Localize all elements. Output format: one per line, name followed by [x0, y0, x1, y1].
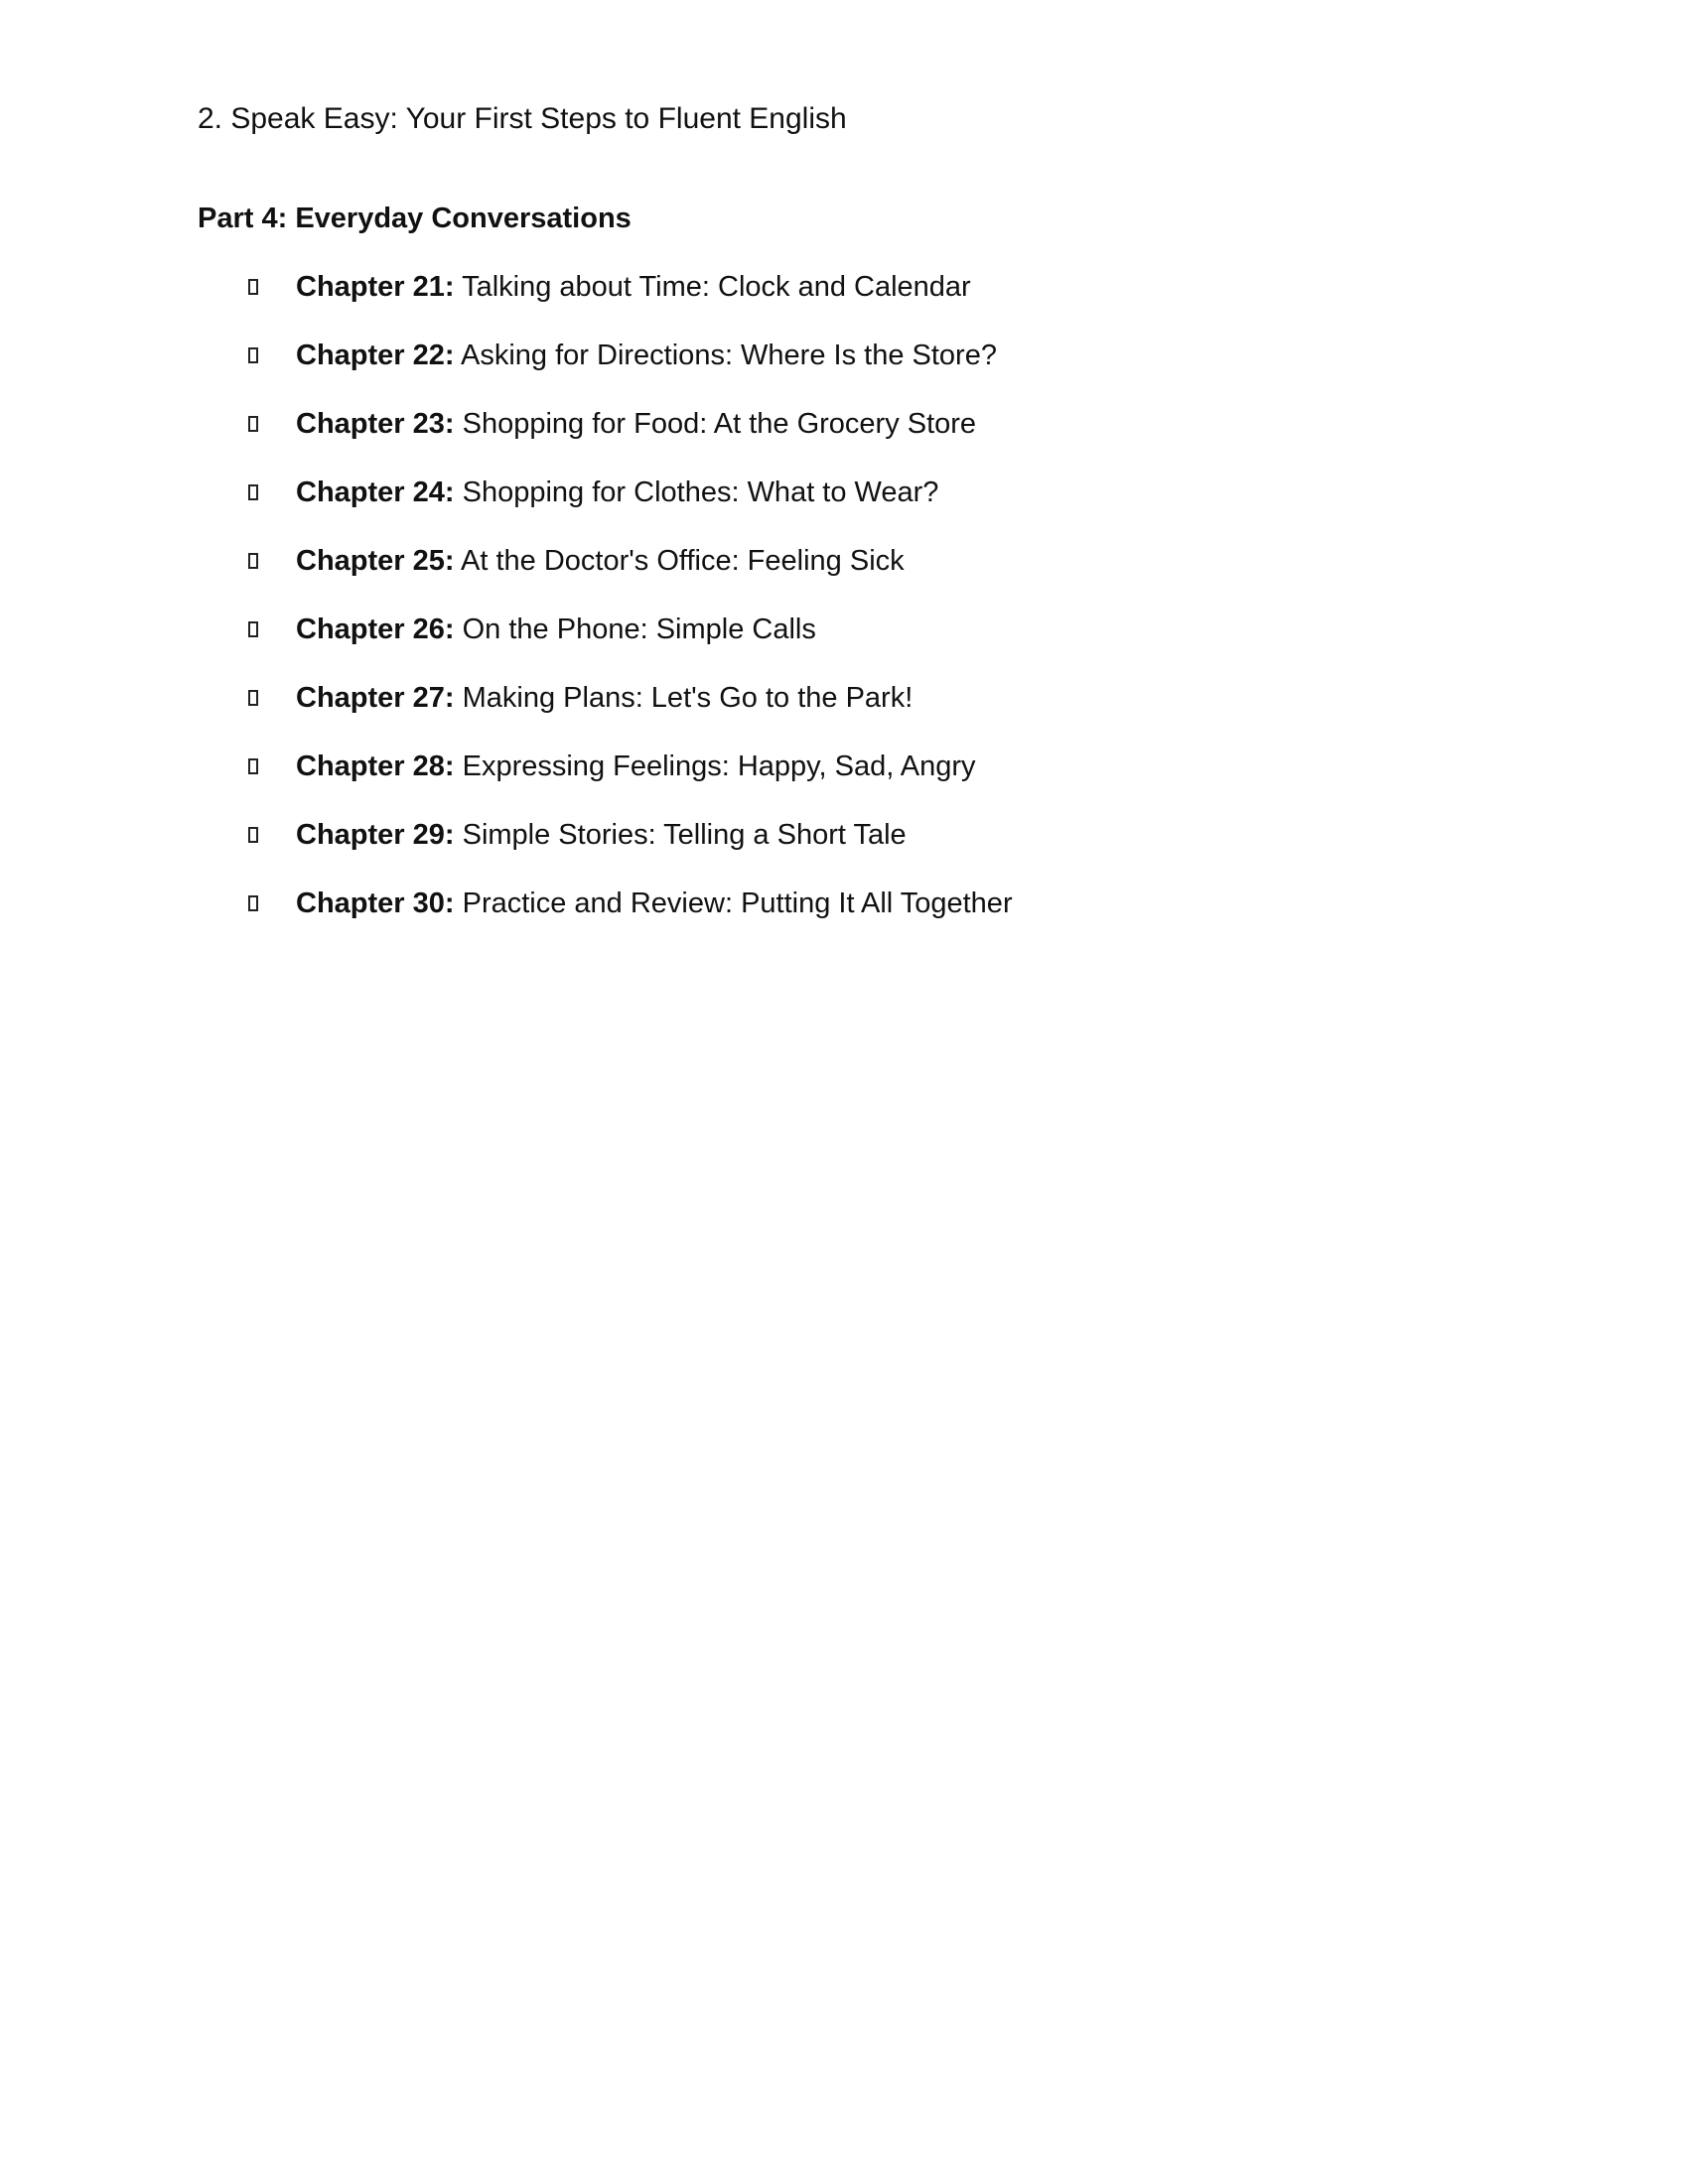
- chapter-label: Chapter 28:: [296, 751, 455, 782]
- chapter-entry: [296, 884, 1013, 923]
- list-item: [248, 747, 976, 786]
- chapter-label: Chapter 29:: [296, 819, 455, 851]
- chapter-title: Asking for Directions: Where Is the Store?: [461, 340, 997, 371]
- square-bullet-icon: [248, 279, 258, 295]
- chapter-entry: [296, 404, 976, 444]
- chapter-title: Expressing Feelings: Happy, Sad, Angry: [462, 751, 976, 782]
- chapter-entry: [296, 815, 907, 855]
- chapter-title: On the Phone: Simple Calls: [462, 614, 816, 645]
- chapter-label: Chapter 26:: [296, 614, 455, 645]
- chapter-label: Chapter 27:: [296, 682, 455, 714]
- chapter-entry: [296, 473, 938, 512]
- chapter-entry: [296, 541, 905, 581]
- chapter-title: Talking about Time: Clock and Calendar: [462, 271, 971, 303]
- chapter-title: At the Doctor's Office: Feeling Sick: [461, 545, 905, 577]
- chapter-entry: [296, 267, 971, 307]
- square-bullet-icon: [248, 827, 258, 843]
- list-item: [248, 267, 971, 307]
- list-item: [248, 884, 1013, 923]
- square-bullet-icon: [248, 621, 258, 637]
- chapter-label: Chapter 25:: [296, 545, 455, 577]
- chapter-entry: [296, 610, 816, 649]
- list-item: [248, 815, 907, 855]
- square-bullet-icon: [248, 690, 258, 706]
- chapter-title: Practice and Review: Putting It All Together: [462, 887, 1013, 919]
- chapter-title: Making Plans: Let's Go to the Park!: [462, 682, 914, 714]
- chapter-entry: [296, 678, 913, 718]
- chapter-entry: [296, 336, 997, 375]
- list-item: [248, 541, 905, 581]
- chapter-label: Chapter 22:: [296, 340, 455, 371]
- list-item: [248, 473, 938, 512]
- square-bullet-icon: [248, 895, 258, 911]
- square-bullet-icon: [248, 758, 258, 774]
- list-item: [248, 404, 976, 444]
- list-item: [248, 678, 913, 718]
- chapter-label: Chapter 23:: [296, 408, 455, 440]
- chapter-label: Chapter 21:: [296, 271, 455, 303]
- chapter-title: Shopping for Clothes: What to Wear?: [462, 477, 939, 508]
- chapter-title: Shopping for Food: At the Grocery Store: [462, 408, 977, 440]
- square-bullet-icon: [248, 347, 258, 363]
- list-item: [248, 610, 816, 649]
- chapter-label: Chapter 30:: [296, 887, 455, 919]
- square-bullet-icon: [248, 484, 258, 500]
- part-heading: Part 4: Everyday Conversations: [198, 203, 632, 234]
- list-item: [248, 336, 997, 375]
- square-bullet-icon: [248, 416, 258, 432]
- square-bullet-icon: [248, 553, 258, 569]
- chapter-title: Simple Stories: Telling a Short Tale: [462, 819, 907, 851]
- chapter-entry: [296, 747, 976, 786]
- chapter-label: Chapter 24:: [296, 477, 455, 508]
- document-title: 2. Speak Easy: Your First Steps to Fluent English: [198, 102, 847, 135]
